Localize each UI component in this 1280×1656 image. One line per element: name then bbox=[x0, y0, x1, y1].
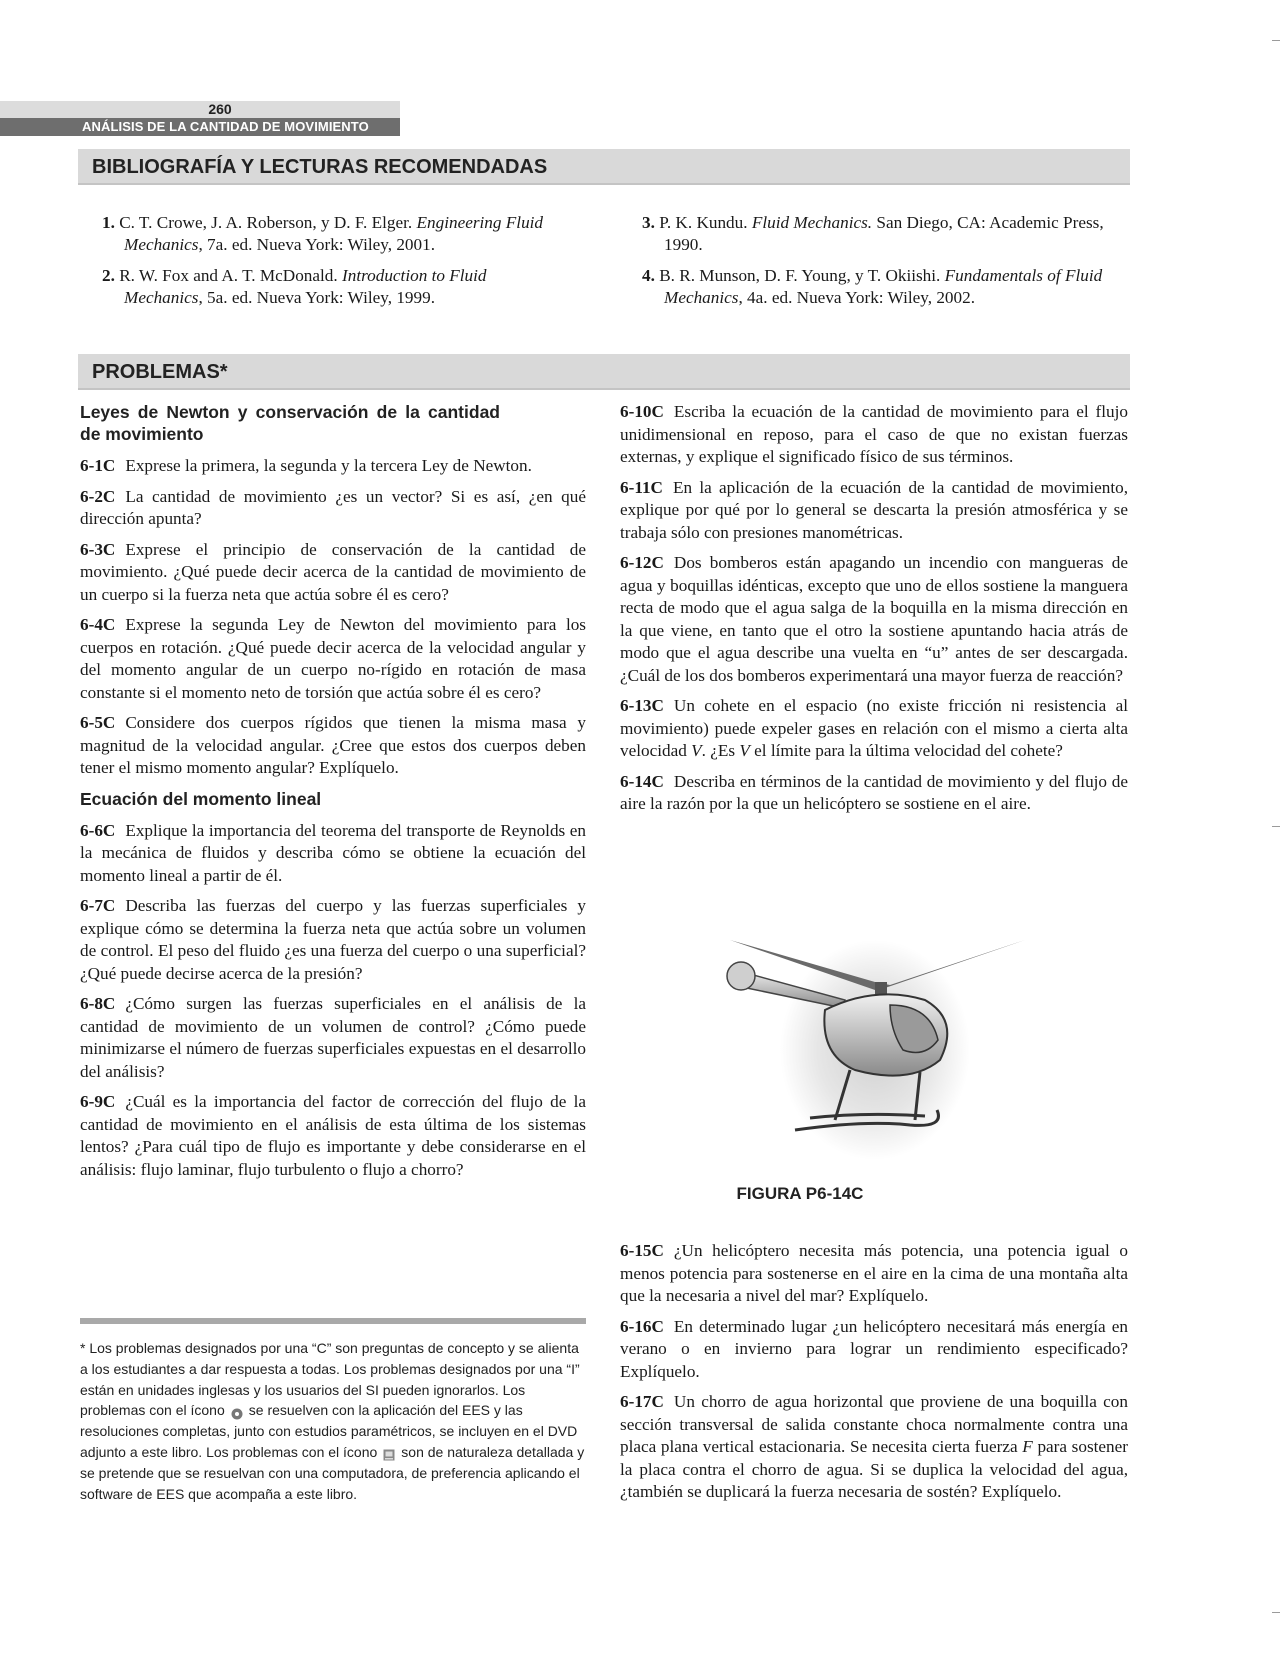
reference-item: 4. B. R. Munson, D. F. Young, y T. Okiishi. Fundamentals of Fluid Mechanics, 4a. ed. Nueva York: Wiley, 2002. bbox=[642, 266, 1103, 307]
problem-item: 6-16C En determinado lugar ¿un helicóptero necesitará más energía en verano o en invierno para lograr un rendimiento especificado? Explíquelo. bbox=[620, 1316, 1128, 1381]
crop-mark bbox=[1272, 1612, 1280, 1613]
running-title: ANÁLISIS DE LA CANTIDAD DE MOVIMIENTO bbox=[0, 118, 400, 136]
footnote-rule bbox=[80, 1318, 586, 1324]
problem-item: 6-8C ¿Cómo surgen las fuerzas superficiales en el análisis de la cantidad de movimiento de un volumen de control? ¿Cómo puede minimizarse el número de fuerzas superficiales expuestas en el desarrollo del análisis? bbox=[80, 994, 586, 1081]
problem-item: 6-2C La cantidad de movimiento ¿es un vector? Si es así, ¿en qué dirección apunta? bbox=[80, 486, 586, 528]
problem-item: 6-6C Explique la importancia del teorema del transporte de Reynolds en la mecánica de fluidos y describa cómo se obtiene la ecuación del momento lineal a partir de él. bbox=[80, 820, 586, 885]
footnote: * Los problemas designados por una “C” son preguntas de concepto y se alienta a los estudiantes a dar respuesta a todas. Los problemas designados por una “I” están en unidades inglesas y los usuarios del SI pueden ignorarlos. Los problemas con el ícono se resuelven con la aplicación del EES y las resoluciones completas, junto con estudios paramétricos, se incluyen en el DVD adjunto a este libro. Los problemas con el ícono son de naturaleza detallada y se pretende que se resuelvan con una computadora, de preferencia aplicando el software de EES que acompaña a este libro. bbox=[80, 1340, 585, 1502]
running-header bbox=[0, 101, 400, 136]
section-title: Leyes de Newton y conservación de la cantidad de movimiento bbox=[80, 402, 500, 444]
problems-column-right-lower bbox=[620, 1240, 1128, 1512]
problem-item: 6-11C En la aplicación de la ecuación de la cantidad de movimiento, explique por qué por lo general se descarta la presión atmosférica y se trabaja sólo con presiones manométricas. bbox=[620, 477, 1128, 542]
problems-column-right bbox=[620, 401, 1128, 824]
problem-item: 6-5C Considere dos cuerpos rígidos que tienen la misma masa y magnitud de la velocidad angular. ¿Cree que estos dos cuerpos deben tener el mismo momento angular? Explíquelo. bbox=[80, 713, 586, 777]
problem-item: 6-17C Un chorro de agua horizontal que proviene de una boquilla con sección transversal de salida constante choca normalmente contra una placa plana vertical estacionaria. Se necesita cierta fuerza F para sostener la placa contra el chorro de agua. Si se duplica la velocidad del agua, ¿también se duplicará la fuerza necesaria de sostén? Explíquelo. bbox=[620, 1392, 1129, 1501]
computer-icon bbox=[383, 1446, 395, 1458]
section-title: Ecuación del momento lineal bbox=[80, 788, 322, 809]
reference-item: 3. P. K. Kundu. Fluid Mechanics. San Diego, CA: Academic Press, 1990. bbox=[642, 213, 1104, 254]
problem-item: 6-4C Exprese la segunda Ley de Newton del movimiento para los cuerpos en rotación. ¿Qué puede decir acerca de la velocidad angular y del momento angular de un cuerpo no-rígido en rotación de masa constante si el momento neto de torsión que actúa sobre él es cero? bbox=[80, 615, 586, 702]
page-number: 260 bbox=[0, 101, 400, 118]
crop-mark bbox=[1272, 826, 1280, 827]
problems-heading: PROBLEMAS* bbox=[78, 354, 1130, 390]
reference-list-left bbox=[92, 212, 562, 318]
reference-item: 2. R. W. Fox and A. T. McDonald. Introduction to Fluid Mechanics, 5a. ed. Nueva York: Wiley, 1999. bbox=[102, 266, 487, 307]
helicopter-figure bbox=[725, 930, 1025, 1160]
reference-list-right bbox=[632, 212, 1122, 318]
figure-caption: FIGURA P6-14C bbox=[736, 1184, 864, 1203]
tail-rotor bbox=[727, 962, 755, 990]
problem-item: 6-12C Dos bomberos están apagando un incendio con mangueras de agua y boquillas idénticas, excepto que uno de ellos sostiene la manguera recta de modo que el agua salga de la boquilla en la misma dirección en la que viene, en tanto que el otro la sostiene apuntando hacia atrás de modo que el agua describe una vuelta en “u” antes de ser descargada. ¿Cuál de los dos bomberos experimentará una mayor fuerza de reacción? bbox=[620, 553, 1128, 685]
problem-item: 6-1C Exprese la primera, la segunda y la tercera Ley de Newton. bbox=[80, 456, 532, 475]
problem-item: 6-10C Escriba la ecuación de la cantidad de movimiento para el flujo unidimensional en reposo, para el caso de que no existan fuerzas externas, y explique el significado físico de sus términos. bbox=[620, 402, 1128, 466]
problem-item: 6-3C Exprese el principio de conservación de la cantidad de movimiento. ¿Qué puede decir acerca de la cantidad de movimiento de un cuerpo si la fuerza neta que actúa sobre él es cero? bbox=[80, 539, 586, 604]
problem-item: 6-13C Un cohete en el espacio (no existe fricción ni resistencia al movimiento) puede expeler gases en relación con el mismo a cierta alta velocidad V. ¿Es V el límite para la última velocidad del cohete? bbox=[620, 696, 1128, 760]
bibliography-heading: BIBLIOGRAFÍA Y LECTURAS RECOMENDADAS bbox=[78, 149, 1130, 185]
problem-item: 6-7C Describa las fuerzas del cuerpo y las fuerzas superficiales y explique cómo se determina la fuerza neta que actúa sobre un volumen de control. El peso del fluido ¿es una fuerza del cuerpo o una superficial? ¿Qué puede decirse acerca de la presión? bbox=[80, 896, 586, 983]
problem-item: 6-15C ¿Un helicóptero necesita más potencia, una potencia igual o menos potencia para sostenerse en el aire en la cima de una montaña alta que la necesaria a nivel del mar? Explíquelo. bbox=[620, 1241, 1128, 1305]
problem-item: 6-9C ¿Cuál es la importancia del factor de corrección del flujo de la cantidad de movimiento en el análisis de esta última de los sistemas lentos? ¿Para cuál tipo de flujo es importante y debe considerarse en el análisis: flujo laminar, flujo turbulento o flujo a chorro? bbox=[80, 1092, 586, 1179]
problem-item: 6-14C Describa en términos de la cantidad de movimiento y del flujo de aire la razón por la que un helicóptero se sostiene en el aire. bbox=[620, 771, 1128, 813]
reference-item: 1. C. T. Crowe, J. A. Roberson, y D. F. Elger. Engineering Fluid Mechanics, 7a. ed. Nueva York: Wiley, 2001. bbox=[102, 213, 544, 254]
crop-mark bbox=[1272, 40, 1280, 41]
problems-column-left bbox=[80, 401, 586, 1189]
ees-disc-icon bbox=[231, 1405, 243, 1417]
